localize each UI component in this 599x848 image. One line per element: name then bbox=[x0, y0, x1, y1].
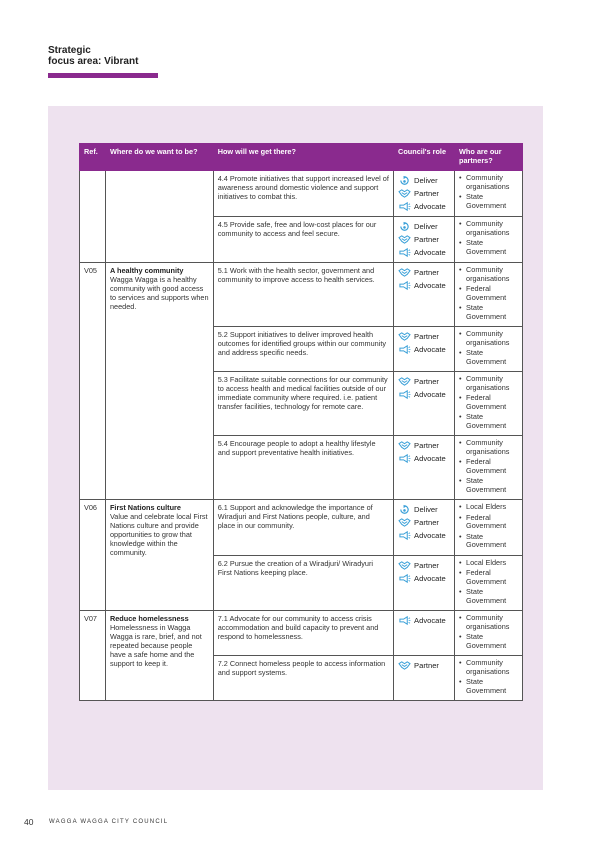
partner-name: Federal Government bbox=[466, 393, 507, 411]
partner-handshake-icon bbox=[398, 188, 411, 199]
role-label: Partner bbox=[414, 441, 439, 450]
focus-title: Reduce homelessness bbox=[109, 614, 189, 623]
focus-title: A healthy community bbox=[109, 266, 184, 275]
partner-name: Federal Government bbox=[466, 457, 507, 475]
ref-cell: V05 bbox=[80, 263, 106, 500]
role-label: Partner bbox=[414, 518, 439, 527]
partner-name: Community organisations bbox=[466, 265, 510, 283]
bullet-icon: • bbox=[459, 192, 462, 201]
partner-name: State Government bbox=[466, 348, 507, 366]
partner-item bbox=[459, 349, 518, 366]
partner-name: Community organisations bbox=[466, 329, 510, 347]
bullet-icon: • bbox=[459, 457, 462, 466]
partner-name: Local Elders bbox=[466, 557, 507, 567]
focus-title: First Nations culture bbox=[109, 503, 181, 512]
partner-item bbox=[459, 588, 518, 605]
role-label: Partner bbox=[414, 560, 439, 570]
partner-item bbox=[459, 266, 518, 283]
partner-name: Community organisations bbox=[466, 219, 510, 237]
role-partner bbox=[398, 266, 450, 279]
partner-name: Federal Government bbox=[466, 284, 507, 302]
role-cell bbox=[394, 327, 455, 372]
partner-handshake-icon bbox=[398, 517, 411, 528]
partner-item bbox=[459, 413, 518, 430]
page-number: 40 bbox=[24, 817, 34, 827]
bullet-icon: • bbox=[459, 173, 462, 182]
role-partner bbox=[398, 439, 450, 452]
partner-name: State Government bbox=[466, 476, 507, 494]
partner-name: State Government bbox=[466, 632, 507, 650]
role-deliver bbox=[398, 220, 450, 233]
partner-item bbox=[459, 174, 518, 191]
partner-name: State Government bbox=[466, 238, 507, 256]
how-cell: 6.2 Pursue the creation of a Wiradjuri/ Wiradyuri First Nations keeping place. bbox=[213, 555, 393, 611]
deliver-icon bbox=[398, 504, 411, 515]
role-label: Advocate bbox=[414, 531, 446, 540]
role-cell bbox=[394, 436, 455, 500]
partner-handshake-icon bbox=[398, 234, 411, 245]
partner-name: Community organisations bbox=[466, 658, 510, 676]
how-cell: 5.3 Facilitate suitable connections for our community to access health and medical facilities outside of our immediate community where required. i.e. patient transfer facilities, technology for remote care. bbox=[213, 372, 393, 436]
role-cell bbox=[394, 656, 455, 701]
partner-handshake-icon bbox=[398, 331, 411, 342]
role-label: Advocate bbox=[414, 454, 446, 463]
deliver-icon bbox=[398, 221, 411, 232]
partner-item bbox=[459, 193, 518, 210]
partner-item bbox=[459, 533, 518, 550]
role-partner bbox=[398, 187, 450, 200]
partner-name: Federal Government bbox=[466, 568, 507, 586]
bullet-icon: • bbox=[459, 658, 462, 667]
role-advocate bbox=[398, 572, 450, 585]
partner-item bbox=[459, 220, 518, 237]
how-cell: 7.2 Connect homeless people to access information and support systems. bbox=[213, 656, 393, 701]
bullet-icon: • bbox=[459, 531, 462, 541]
role-deliver bbox=[398, 174, 450, 187]
partner-item bbox=[459, 678, 518, 695]
role-label: Advocate bbox=[414, 390, 446, 399]
partners-cell bbox=[455, 656, 523, 701]
role-label: Advocate bbox=[414, 281, 446, 290]
role-partner bbox=[398, 516, 450, 529]
partner-handshake-icon bbox=[398, 267, 411, 278]
role-advocate bbox=[398, 279, 450, 292]
partners-cell bbox=[455, 372, 523, 436]
partner-name: Community organisations bbox=[466, 613, 510, 631]
role-advocate bbox=[398, 529, 450, 542]
bullet-icon: • bbox=[459, 632, 462, 641]
role-cell bbox=[394, 171, 455, 217]
partner-handshake-icon bbox=[398, 560, 411, 571]
table-row bbox=[80, 171, 523, 217]
header-partners: Who are our partners? bbox=[455, 144, 523, 171]
partner-name: Community organisations bbox=[466, 173, 510, 191]
partner-item bbox=[459, 569, 518, 586]
partners-cell bbox=[455, 263, 523, 327]
where-cell bbox=[105, 263, 213, 500]
bullet-icon: • bbox=[459, 265, 462, 274]
partner-handshake-icon bbox=[398, 660, 411, 671]
role-partner bbox=[398, 659, 450, 672]
role-label: Partner bbox=[414, 661, 439, 670]
how-cell: 5.4 Encourage people to adopt a healthy lifestyle and support preventative health initiatives. bbox=[213, 436, 393, 500]
partners-cell bbox=[455, 171, 523, 217]
section-heading-line2: focus area: Vibrant bbox=[48, 56, 139, 67]
bullet-icon: • bbox=[459, 677, 462, 686]
bullet-icon: • bbox=[459, 476, 462, 485]
partner-item bbox=[459, 304, 518, 321]
ref-cell: V07 bbox=[80, 611, 106, 701]
role-partner bbox=[398, 375, 450, 388]
role-label: Deliver bbox=[414, 505, 438, 514]
header-ref: Ref. bbox=[80, 144, 106, 171]
partner-handshake-icon bbox=[398, 376, 411, 387]
how-cell: 7.1 Advocate for our community to access crisis accommodation and build capacity to prevent and respond to homelessness. bbox=[213, 611, 393, 656]
header-where: Where do we want to be? bbox=[105, 144, 213, 171]
role-partner bbox=[398, 233, 450, 246]
role-label: Advocate bbox=[414, 248, 446, 257]
partner-name: Federal Government bbox=[466, 512, 507, 530]
bullet-icon: • bbox=[459, 374, 462, 383]
bullet-icon: • bbox=[459, 329, 462, 338]
partner-item bbox=[459, 503, 518, 512]
bullet-icon: • bbox=[459, 238, 462, 247]
how-cell: 5.1 Work with the health sector, government and community to improve access to health services. bbox=[213, 263, 393, 327]
partner-name: State Government bbox=[466, 192, 507, 210]
header-role: Council's role bbox=[394, 144, 455, 171]
partner-item bbox=[459, 477, 518, 494]
role-label: Advocate bbox=[414, 345, 446, 354]
where-cell bbox=[105, 171, 213, 263]
partners-cell bbox=[455, 611, 523, 656]
partners-cell bbox=[455, 436, 523, 500]
ref-cell bbox=[80, 171, 106, 263]
table-row bbox=[80, 500, 523, 556]
partner-item bbox=[459, 633, 518, 650]
how-cell: 4.5 Provide safe, free and low-cost places for our community to access and feel secure. bbox=[213, 217, 393, 263]
bullet-icon: • bbox=[459, 348, 462, 357]
partner-item bbox=[459, 559, 518, 568]
role-label: Advocate bbox=[414, 616, 446, 625]
bullet-icon: • bbox=[459, 557, 462, 567]
role-advocate bbox=[398, 200, 450, 213]
bullet-icon: • bbox=[459, 438, 462, 447]
bullet-icon: • bbox=[459, 219, 462, 228]
partner-handshake-icon bbox=[398, 440, 411, 451]
partners-cell bbox=[455, 327, 523, 372]
section-heading bbox=[48, 45, 138, 67]
council-name: WAGGA WAGGA CITY COUNCIL bbox=[49, 819, 169, 825]
bullet-icon: • bbox=[459, 587, 462, 596]
where-cell bbox=[105, 500, 213, 611]
role-cell bbox=[394, 500, 455, 556]
role-deliver bbox=[398, 503, 450, 516]
role-label: Partner bbox=[414, 189, 439, 198]
advocate-megaphone-icon bbox=[398, 280, 411, 291]
role-cell bbox=[394, 555, 455, 611]
partner-item bbox=[459, 239, 518, 256]
role-label: Partner bbox=[414, 377, 439, 386]
partners-cell bbox=[455, 500, 523, 556]
focus-description: Homelessness in Wagga Wagga is rare, brief, and not repeated because people have a safe home and the support to keep it. bbox=[109, 623, 202, 668]
role-label: Partner bbox=[414, 235, 439, 244]
partner-item bbox=[459, 458, 518, 475]
how-cell: 6.1 Support and acknowledge the importance of Wiradjuri and First Nations people, culture, and place in our community. bbox=[213, 500, 393, 556]
action-table bbox=[79, 143, 523, 701]
role-cell bbox=[394, 372, 455, 436]
partner-name: Local Elders bbox=[466, 502, 507, 511]
table-row bbox=[80, 611, 523, 656]
role-cell bbox=[394, 611, 455, 656]
partner-item bbox=[459, 394, 518, 411]
bullet-icon: • bbox=[459, 613, 462, 622]
role-label: Deliver bbox=[414, 176, 438, 185]
where-cell bbox=[105, 611, 213, 701]
role-label: Advocate bbox=[414, 202, 446, 211]
role-advocate bbox=[398, 614, 450, 627]
role-partner bbox=[398, 330, 450, 343]
partner-name: State Government bbox=[466, 412, 507, 430]
partner-item bbox=[459, 285, 518, 302]
ref-cell: V06 bbox=[80, 500, 106, 611]
role-advocate bbox=[398, 388, 450, 401]
partners-cell bbox=[455, 217, 523, 263]
how-cell: 4.4 Promote initiatives that support increased level of awareness around domestic violence and support initiatives to combat this. bbox=[213, 171, 393, 217]
partner-item bbox=[459, 439, 518, 456]
advocate-megaphone-icon bbox=[398, 530, 411, 541]
partner-name: State Government bbox=[466, 531, 507, 549]
advocate-megaphone-icon bbox=[398, 201, 411, 212]
advocate-megaphone-icon bbox=[398, 389, 411, 400]
role-advocate bbox=[398, 246, 450, 259]
bullet-icon: • bbox=[459, 502, 462, 511]
role-partner bbox=[398, 559, 450, 572]
role-label: Deliver bbox=[414, 222, 438, 231]
partners-cell bbox=[455, 555, 523, 611]
role-advocate bbox=[398, 343, 450, 356]
table-header-row bbox=[80, 144, 523, 171]
bullet-icon: • bbox=[459, 412, 462, 421]
focus-description: Value and celebrate local First Nations culture and provide opportunities to grow that knowledge within the community. bbox=[109, 512, 208, 557]
focus-description: Wagga Wagga is a healthy community with good access to services and supports when needed. bbox=[109, 275, 209, 311]
how-cell: 5.2 Support initiatives to deliver improved health outcomes for identified groups within our community and address specific needs. bbox=[213, 327, 393, 372]
deliver-icon bbox=[398, 175, 411, 186]
role-cell bbox=[394, 263, 455, 327]
header-how: How will we get there? bbox=[213, 144, 393, 171]
role-label: Advocate bbox=[414, 573, 446, 583]
advocate-megaphone-icon bbox=[398, 453, 411, 464]
bullet-icon: • bbox=[459, 284, 462, 293]
partner-item bbox=[459, 659, 518, 676]
advocate-megaphone-icon bbox=[398, 344, 411, 355]
advocate-megaphone-icon bbox=[398, 247, 411, 258]
partner-item bbox=[459, 514, 518, 531]
role-cell bbox=[394, 217, 455, 263]
bullet-icon: • bbox=[459, 568, 462, 577]
heading-accent-bar bbox=[48, 73, 158, 78]
role-advocate bbox=[398, 452, 450, 465]
advocate-megaphone-icon bbox=[398, 615, 411, 626]
role-label: Partner bbox=[414, 268, 439, 277]
partner-name: Community organisations bbox=[466, 438, 510, 456]
partner-name: State Government bbox=[466, 677, 507, 695]
bullet-icon: • bbox=[459, 393, 462, 402]
partner-name: State Government bbox=[466, 303, 507, 321]
advocate-megaphone-icon bbox=[398, 573, 411, 584]
role-label: Partner bbox=[414, 332, 439, 341]
partner-item bbox=[459, 614, 518, 631]
partner-item bbox=[459, 330, 518, 347]
bullet-icon: • bbox=[459, 512, 462, 522]
partner-name: State Government bbox=[466, 587, 507, 605]
bullet-icon: • bbox=[459, 303, 462, 312]
partner-item bbox=[459, 375, 518, 392]
partner-name: Community organisations bbox=[466, 374, 510, 392]
section-heading-line1: Strategic bbox=[48, 45, 91, 56]
table-row bbox=[80, 263, 523, 327]
